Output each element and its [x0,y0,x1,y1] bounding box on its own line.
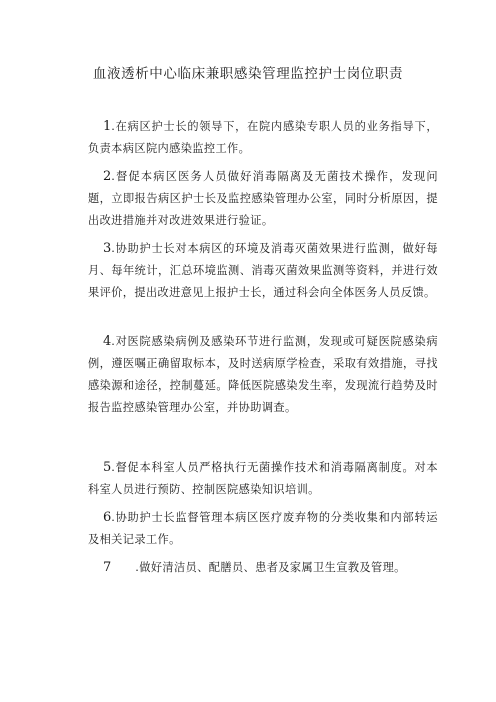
item-text: .协助护士长监督管理本病区医疗废弃物的分类收集和内部转运及相关记录工作。 [88,511,438,546]
item-text: .督促本病区医务人员做好消毒隔离及无菌技术操作，发现问题，立即报告病区护士长及监控感染管理办公室，同时分析原因，提出改进措施并对改进效果进行验证。 [88,170,438,227]
item-text: .做好清洁员、配膳员、患者及家属卫生宣教及管理。 [135,561,406,574]
duty-item-5 [88,457,438,501]
duty-item-3 [88,238,438,304]
item-number: 5 [103,460,112,475]
item-number: 4 [103,334,112,349]
item-number: 2 [103,169,112,184]
duty-item-4 [88,331,438,419]
duty-item-1 [88,116,438,160]
item-text: .督促本科室人员严格执行无菌操作技术和消毒隔离制度。对本科室人员进行预防、控制医院感染知识培训。 [88,461,438,496]
item-text: .对医院感染病例及感染环节进行监测，发现或可疑医院感染病例，遵医嘱正确留取标本，及时送病原学检查，采取有效措施，寻找感染源和途径，控制蔓延。降低医院感染发生率，发现流行趋势及时报告监控感染管理办公室，并协助调查。 [88,335,438,414]
item-number: 7 [103,560,112,575]
item-text: .协助护士长对本病区的环境及消毒灭菌效果进行监测，做好每月、每年统计，汇总环境监测、消毒灭菌效果监测等资料，并进行效果评价，提出改进意见上报护士长，通过科会向全体医务人员反馈。 [88,242,438,299]
document-title: 血液透析中心临床兼职感染管理监控护士岗位职责 [92,66,404,82]
duty-item-2 [88,166,438,232]
duty-item-7 [88,557,438,579]
item-number: 1 [103,119,112,134]
item-text: .在病区护士长的领导下，在院内感染专职人员的业务指导下，负责本病区院内感染监控工作。 [88,120,438,155]
item-number: 6 [103,510,112,525]
item-number: 3 [103,241,112,256]
duty-item-6 [88,507,438,551]
